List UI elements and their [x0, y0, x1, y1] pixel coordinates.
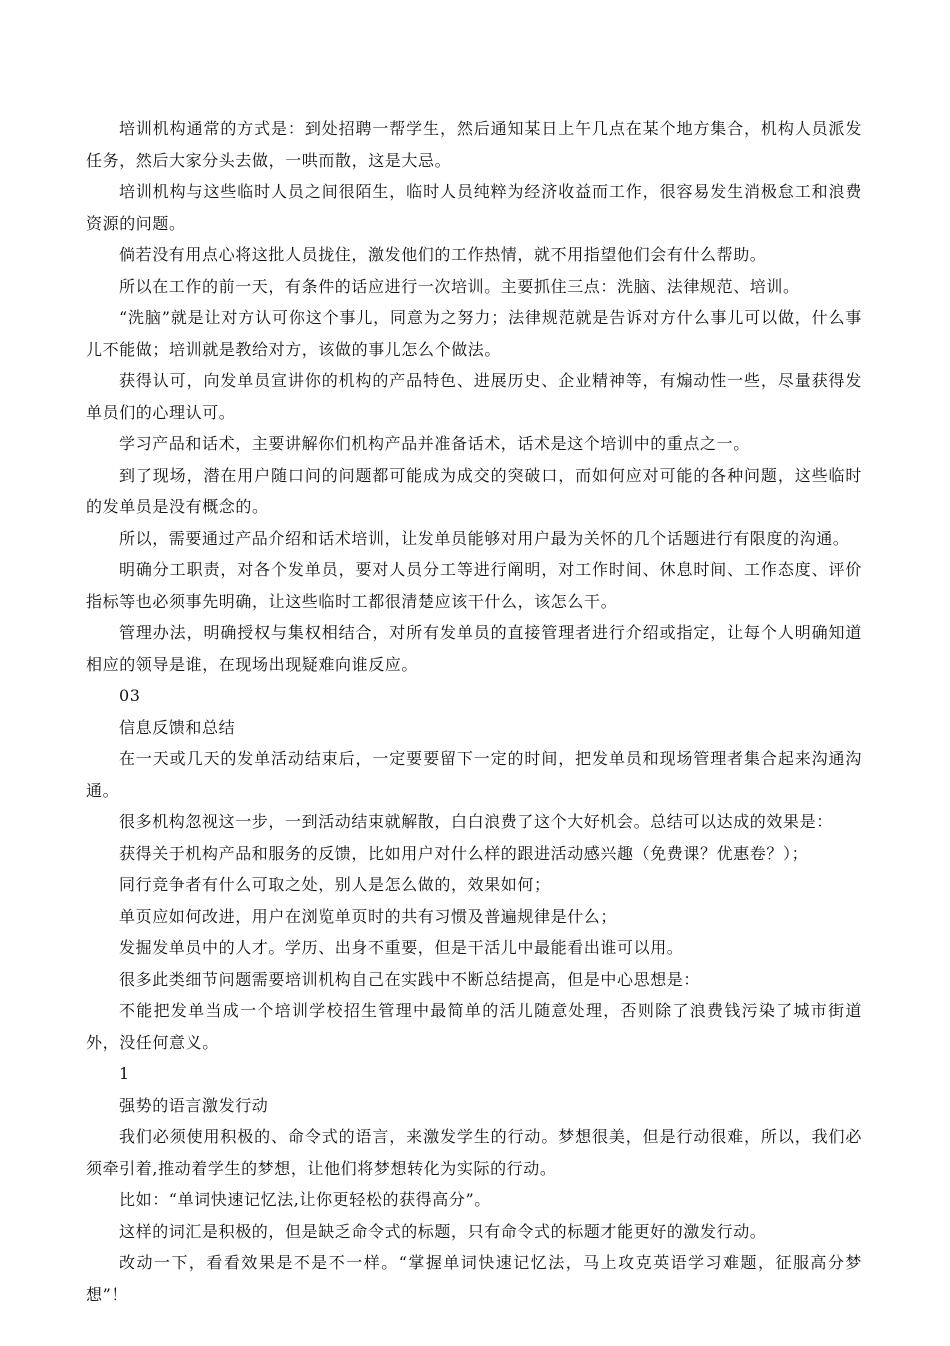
paragraph: 在一天或几天的发单活动结束后，一定要要留下一定的时间，把发单员和现场管理者集合起来沟通沟通。 — [86, 749, 862, 800]
paragraph: 我们必须使用积极的、命令式的语言，来激发学生的行动。梦想很美，但是行动很难，所以，我们必须牵引着,推动着学生的梦想，让他们将梦想转化为实际的行动。 — [86, 1127, 862, 1178]
section-number: 03 — [119, 686, 141, 705]
paragraph: 不能把发单当成一个培训学校招生管理中最简单的活儿随意处理，否则除了浪费钱污染了城市街道外，没任何意义。 — [86, 1001, 862, 1052]
paragraph: 很多此类细节问题需要培训机构自己在实践中不断总结提高，但是中心思想是： — [119, 969, 701, 989]
paragraph: 很多机构忽视这一步，一到活动结束就解散，白白浪费了这个大好机会。总结可以达成的效果是： — [119, 812, 833, 831]
paragraph: 所以，需要通过产品介绍和话术培训，让发单员能够对用户最为关怀的几个话题进行有限度的沟通。 — [119, 528, 850, 548]
paragraph: 到了现场，潜在用户随口问的问题都可能成为成交的突破口，而如何应对可能的各种问题，这些临时的发单员是没有概念的。 — [86, 465, 862, 516]
paragraph: 这样的词汇是积极的，但是缺乏命令式的标题，只有命令式的标题才能更好的激发行动。 — [119, 1221, 767, 1241]
paragraph: 学习产品和话术，主要讲解你们机构产品并准备话术，话术是这个培训中的重点之一。 — [119, 434, 750, 453]
paragraph: 倘若没有用点心将这批人员拢住，激发他们的工作热情，就不用指望他们会有什么帮助。 — [119, 245, 767, 264]
section-heading: 强势的语言激发行动 — [119, 1095, 269, 1115]
paragraph: 培训机构与这些临时人员之间很陌生，临时人员纯粹为经济收益而工作，很容易发生消极怠工和浪费资源的问题。 — [86, 182, 862, 233]
paragraph: 比如：“单词快速记忆法,让你更轻松的获得高分”。 — [119, 1190, 491, 1209]
paragraph: 获得关于机构产品和服务的反馈，比如用户对什么样的跟进活动感兴趣（免费课？优惠卷？）； — [119, 843, 809, 863]
paragraph: 发掘发单员中的人才。学历、出身不重要，但是干活儿中最能看出谁可以用。 — [119, 938, 684, 957]
paragraph: 管理办法，明确授权与集权相结合，对所有发单员的直接管理者进行介绍或指定，让每个人明确知道相应的领导是谁，在现场出现疑难向谁反应。 — [86, 623, 862, 674]
paragraph: “洗脑”就是让对方认可你这个事儿，同意为之努力；法律规范就是告诉对方什么事儿可以做，什么事儿不能做；培训就是教给对方，该做的事儿怎么个做法。 — [86, 308, 862, 359]
paragraph: 明确分工职责，对各个发单员，要对人员分工等进行阐明，对工作时间、休息时间、工作态度、评价指标等也必须事先明确，让这些临时工都很清楚应该干什么，该怎么干。 — [86, 560, 862, 611]
section-heading: 信息反馈和总结 — [119, 717, 236, 737]
paragraph: 培训机构通常的方式是：到处招聘一帮学生，然后通知某日上午几点在某个地方集合，机构人员派发任务，然后大家分头去做，一哄而散，这是大忌。 — [86, 119, 862, 170]
section-number: 1 — [119, 1064, 130, 1083]
paragraph: 单页应如何改进，用户在浏览单页时的共有习惯及普遍规律是什么； — [119, 906, 618, 926]
paragraph: 所以在工作的前一天，有条件的话应进行一次培训。主要抓住三点：洗脑、法律规范、培训。 — [119, 276, 800, 296]
paragraph: 改动一下，看看效果是不是不一样。“掌握单词快速记忆法，马上攻克英语学习难题，征服高分梦想”！ — [86, 1253, 862, 1304]
paragraph: 同行竞争者有什么可取之处，别人是怎么做的，效果如何； — [119, 875, 551, 894]
document-body — [86, 113, 862, 1310]
paragraph: 获得认可，向发单员宣讲你的机构的产品特色、进展历史、企业精神等，有煽动性一些，尽量获得发单员们的心理认可。 — [86, 371, 862, 422]
